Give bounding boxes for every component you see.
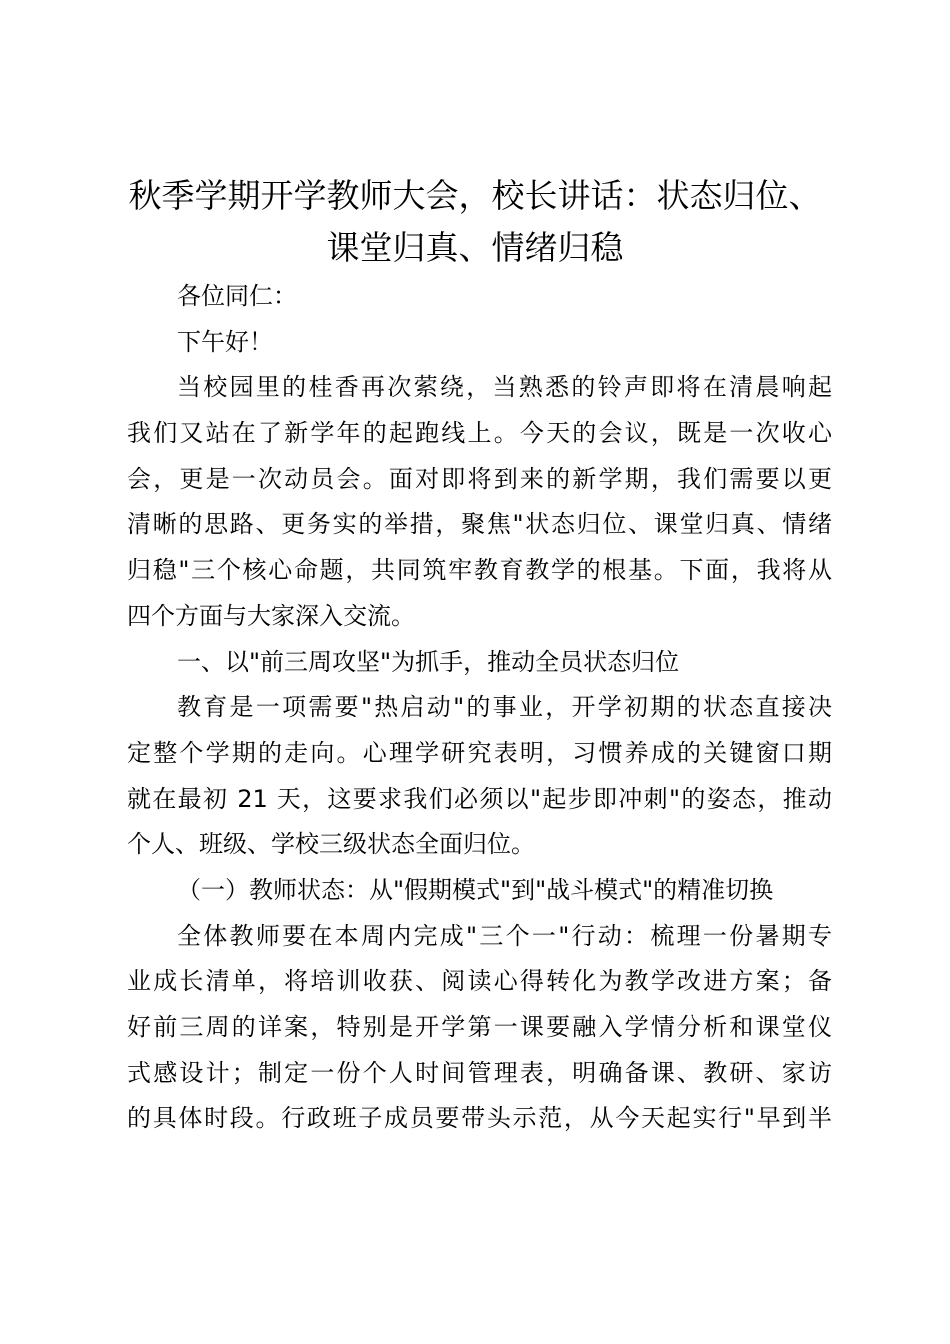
paragraph-line: 个人、班级、学校三级状态全面归位。 [127, 830, 535, 859]
document-title-line-2: 课堂归真、情绪归稳 [326, 228, 624, 267]
paragraph-line: 教育是一项需要"热启动"的事业，开学初期的状态直接决 [177, 693, 832, 722]
paragraph-line: 各位同仁： [177, 282, 297, 310]
paragraph-line: 我们又站在了新学年的起跑线上。今天的会议，既是一次收心 [127, 419, 832, 448]
paragraph-line: 的具体时段。行政班子成员要带头示范，从今天起实行"早到半 [127, 1104, 832, 1133]
paragraph-line: 下午好！ [177, 327, 273, 356]
paragraph-line: 定整个学期的走向。心理学研究表明，习惯养成的关键窗口期 [127, 738, 832, 767]
paragraph-line: 归稳"三个核心命题，共同筑牢教育教学的根基。下面，我将从 [127, 556, 832, 585]
document-body [127, 274, 832, 1142]
paragraph-line: 好前三周的详案，特别是开学第一课要融入学情分析和课堂仪 [127, 1013, 832, 1041]
paragraph-line: 全体教师要在本周内完成"三个一"行动：梳理一份暑期专 [177, 921, 832, 950]
paragraph-line: 就在最初 21 天，这要求我们必须以"起步即冲刺"的姿态，推动 [127, 784, 832, 813]
paragraph-line: （一）教师状态：从"假期模式"到"战斗模式"的精准切换 [177, 875, 774, 904]
paragraph-line: 一、以"前三周攻坚"为抓手，推动全员状态归位 [177, 647, 680, 676]
paragraph-line: 四个方面与大家深入交流。 [127, 601, 415, 630]
paragraph-line: 业成长清单，将培训收获、阅读心得转化为教学改进方案；备 [127, 967, 832, 996]
document-title-line-1: 秋季学期开学教师大会，校长讲话：状态归位、 [128, 176, 822, 215]
paragraph-line: 当校园里的桂香再次萦绕，当熟悉的铃声即将在清晨响起 [177, 373, 832, 402]
paragraph-line: 清晰的思路、更务实的举措，聚焦"状态归位、课堂归真、情绪 [127, 510, 832, 539]
paragraph-line: 会，更是一次动员会。面对即将到来的新学期，我们需要以更 [127, 464, 832, 493]
paragraph-line: 式感设计；制定一份个人时间管理表，明确备课、教研、家访 [127, 1058, 832, 1087]
